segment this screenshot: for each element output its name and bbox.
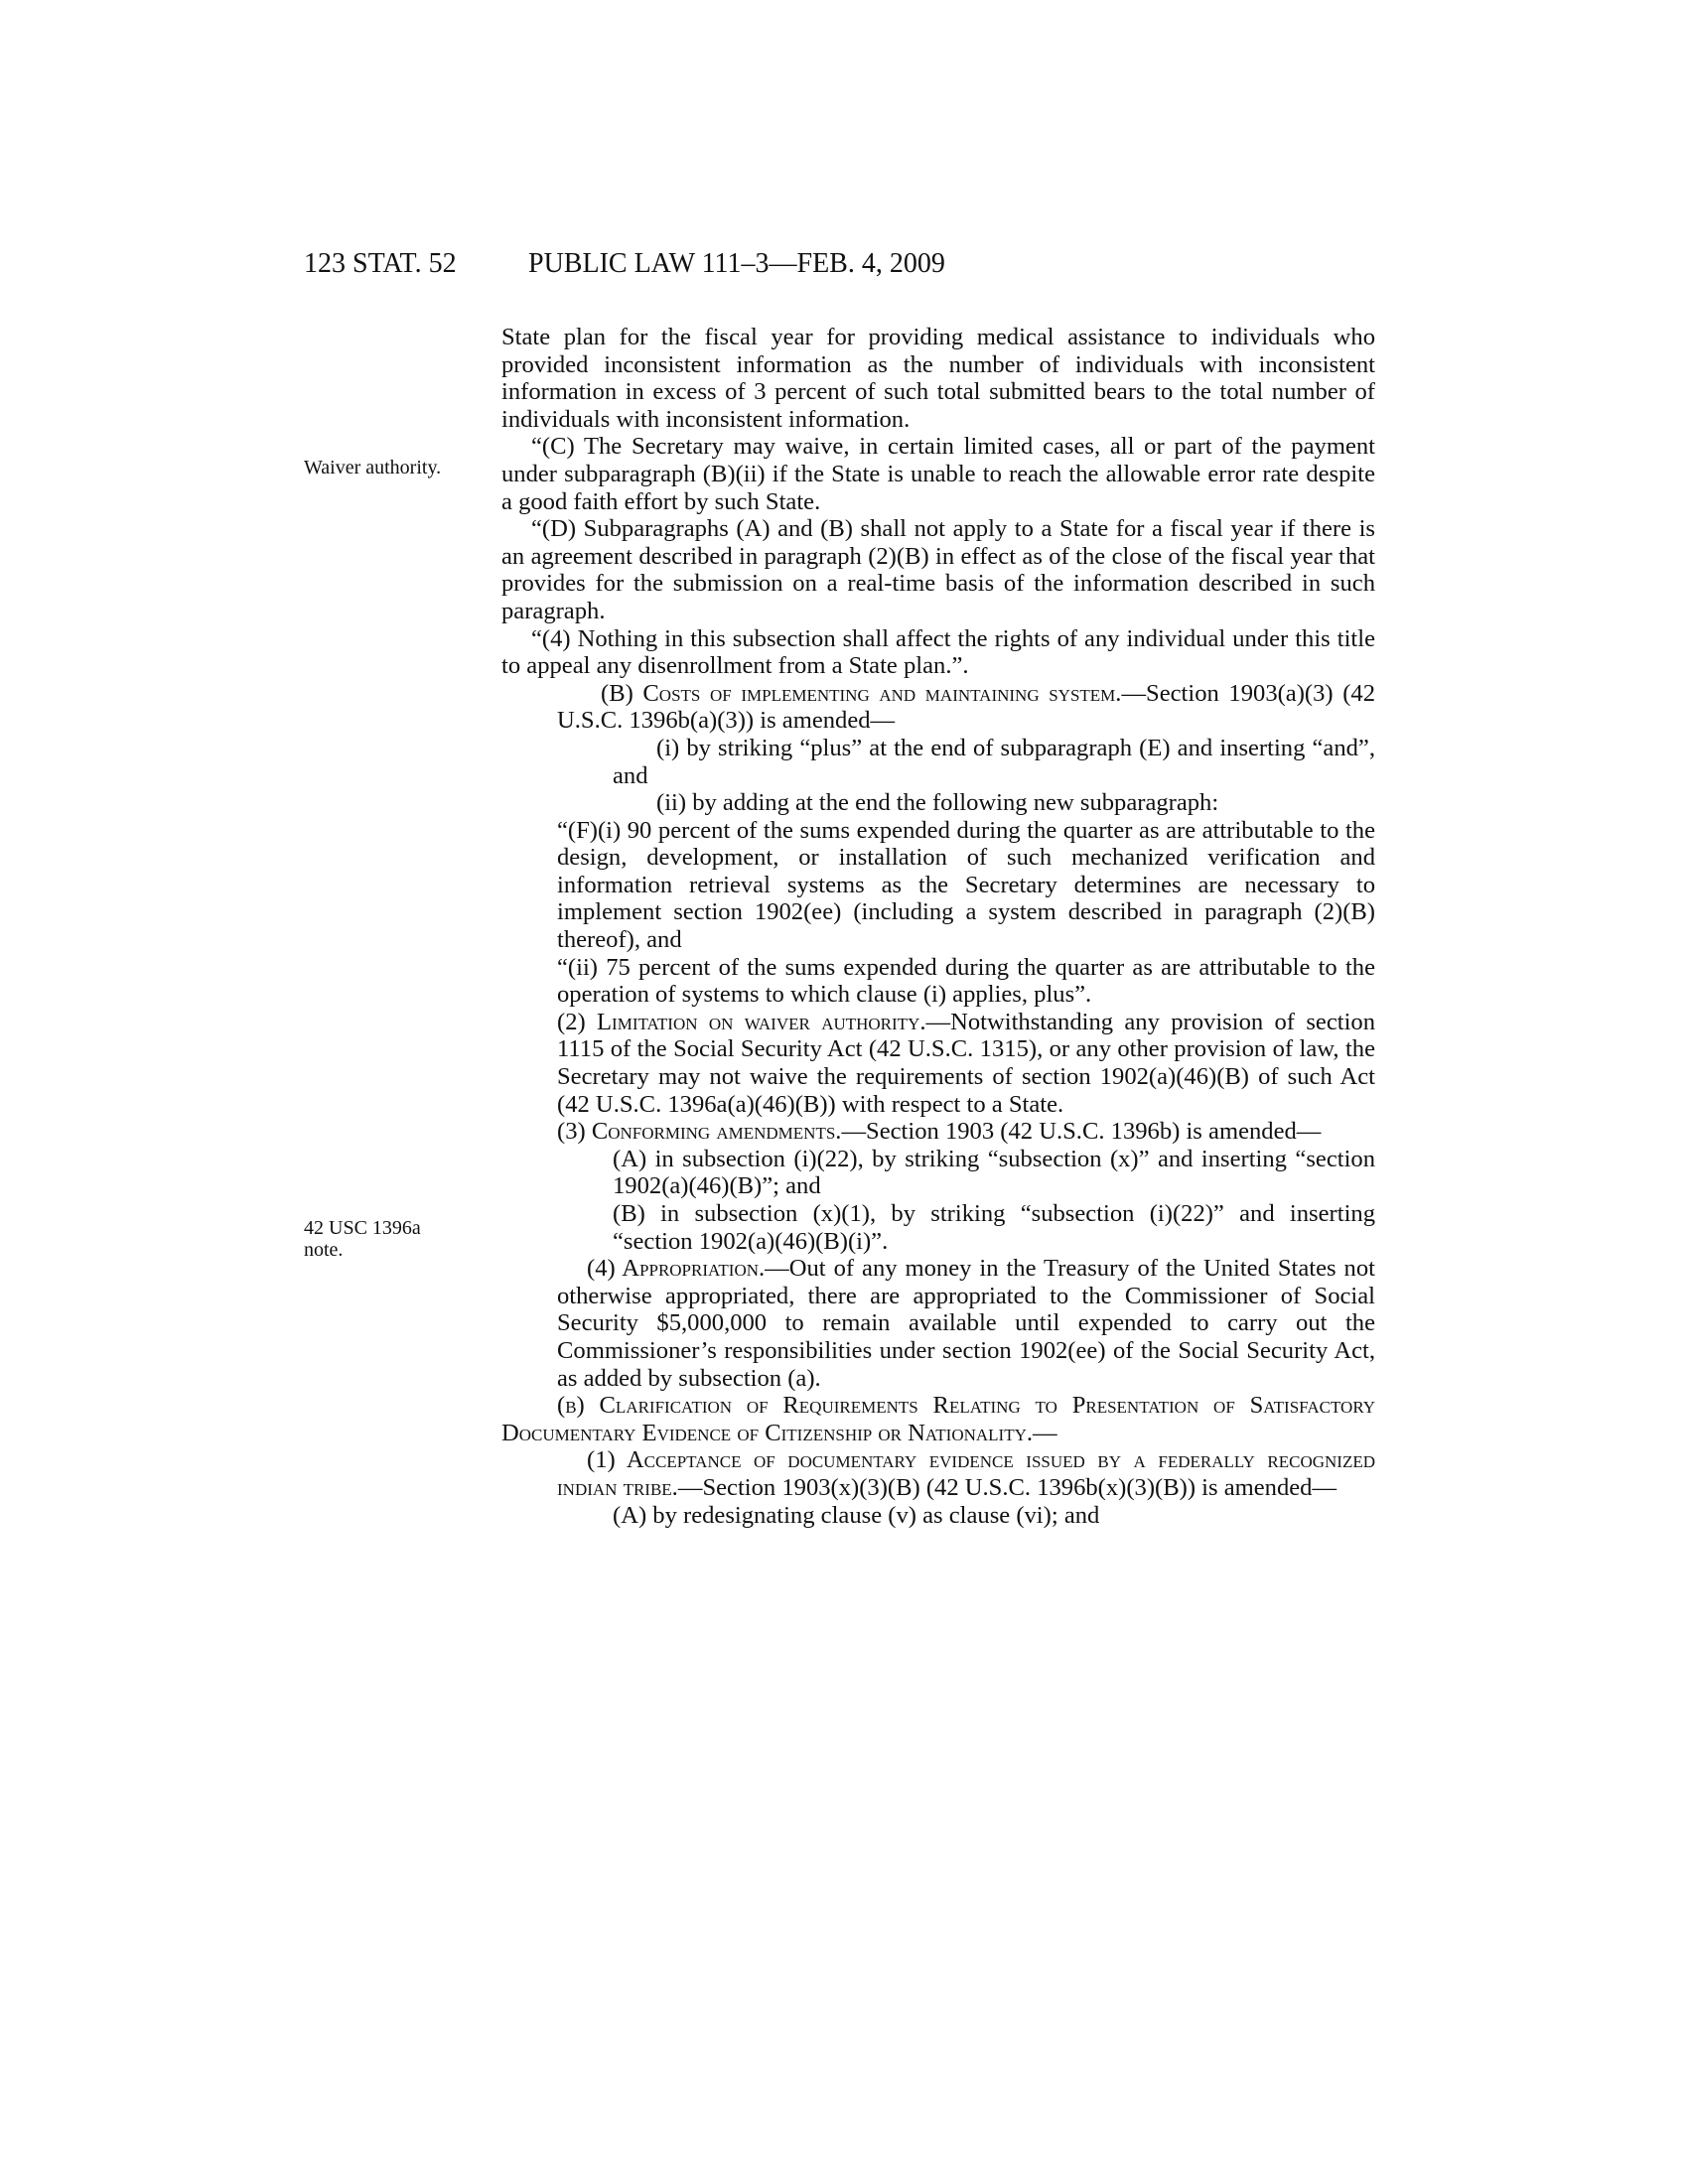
page-header (304, 248, 1374, 288)
paragraph: (i) by striking “plus” at the end of subparagraph (E) and inserting “and”, and (613, 734, 1375, 789)
paragraph-heading: (3) Conforming amendments. (557, 1118, 842, 1146)
paragraph: (A) in subsection (i)(22), by striking “subsection (x)” and inserting “section 1902(a)(46)(B)”; and (613, 1145, 1375, 1200)
paragraph-heading: (4) Appropriation. (587, 1255, 766, 1283)
paragraph-text: —Notwithstanding any provision of section 1115 of the Social Security Act (42 U.S.C. 1315), or any other provision of law, the Secretary may not waive the requirements of section 1902(a)(46)(B) of such Act (42 U.S.C. 1396a(a)(46)(B)) with respect to a State. (557, 1008, 1376, 1118)
paragraph: “(D) Subparagraphs (A) and (B) shall not apply to a State for a fiscal year if there is an agreement described in paragraph (2)(B) in effect as of the close of the fiscal year that provides for the submission on a real-time basis of the information described in such paragraph. (501, 515, 1375, 624)
page-number: 123 STAT. 52 (304, 248, 457, 279)
paragraph (557, 1009, 1375, 1118)
paragraph: “(C) The Secretary may waive, in certain limited cases, all or part of the payment under subparagraph (B)(ii) if the State is unable to reach the allowable error rate despite a good faith effort by such State. (501, 433, 1375, 515)
paragraph: (B) in subsection (x)(1), by striking “subsection (i)(22)” and inserting “section 1902(a)(46)(B)(i)”. (613, 1200, 1375, 1255)
paragraph (557, 1118, 1375, 1146)
paragraph (557, 1255, 1375, 1392)
paragraph: (A) by redesignating clause (v) as clause (vi); and (613, 1501, 1100, 1529)
paragraph-heading: (b) Clarification of Requirements Relating to Presentation of Satisfactory Documentary Evidence of Citizenship or Nationality. (501, 1392, 1375, 1446)
paragraph: “(ii) 75 percent of the sums expended during the quarter as are attributable to the operation of systems to which clause (i) applies, plus”. (557, 953, 1375, 1009)
paragraph: (ii) by adding at the end the following new subparagraph: (656, 789, 1219, 817)
paragraph: “(F)(i) 90 percent of the sums expended during the quarter as are attributable to the design, development, or installation of such mechanized verification and information retrieval systems as the Secretary determines are necessary to implement section 1902(ee) (including a system described in paragraph (2)(B) thereof), and (557, 816, 1375, 954)
paragraph: State plan for the fiscal year for providing medical assistance to individuals who provided inconsistent information as the number of individuals with inconsistent information in excess of 3 percent of such total submitted bears to the total number of individuals with inconsistent information. (501, 324, 1375, 433)
paragraph-heading: (2) Limitation on waiver authority. (557, 1008, 926, 1035)
paragraph-text: —Section 1903(x)(3)(B) (42 U.S.C. 1396b(x)(3)(B)) is amended— (677, 1473, 1337, 1501)
paragraph: “(4) Nothing in this subsection shall affect the rights of any individual under this title to appeal any disenrollment from a State plan.”. (501, 624, 1375, 680)
statute-body (501, 324, 1375, 1529)
paragraph-heading: (B) Costs of implementing and maintaining system. (601, 679, 1122, 707)
margin-note-usc-line2: note. (304, 1239, 344, 1261)
paragraph-text: —Section 1903 (42 U.S.C. 1396b) is amended— (841, 1118, 1322, 1146)
running-title: PUBLIC LAW 111–3—FEB. 4, 2009 (528, 248, 945, 279)
paragraph (501, 1392, 1375, 1446)
paragraph-heading: (1) Acceptance of documentary evidence issued by a federally recognized indian tribe. (557, 1446, 1375, 1501)
paragraph-text: — (1033, 1419, 1057, 1446)
margin-note-usc-line1: 42 USC 1396a (304, 1217, 421, 1239)
paragraph (557, 680, 1375, 735)
margin-note-waiver: Waiver authority. (304, 457, 442, 478)
paragraph-text: —Out of any money in the Treasury of the United States not otherwise appropriated, there are appropriated to the Commissioner of Social Security $5,000,000 to remain available until expended to carry out the Commissioner’s responsibilities under section 1902(ee) of the Social Security Act, as added by subsection (a). (557, 1255, 1375, 1392)
margin-note-usc (304, 1217, 483, 1261)
paragraph (557, 1446, 1375, 1501)
paragraph-text: —Section 1903(a)(3) (42 U.S.C. 1396b(a)(3)) is amended— (557, 679, 1375, 735)
